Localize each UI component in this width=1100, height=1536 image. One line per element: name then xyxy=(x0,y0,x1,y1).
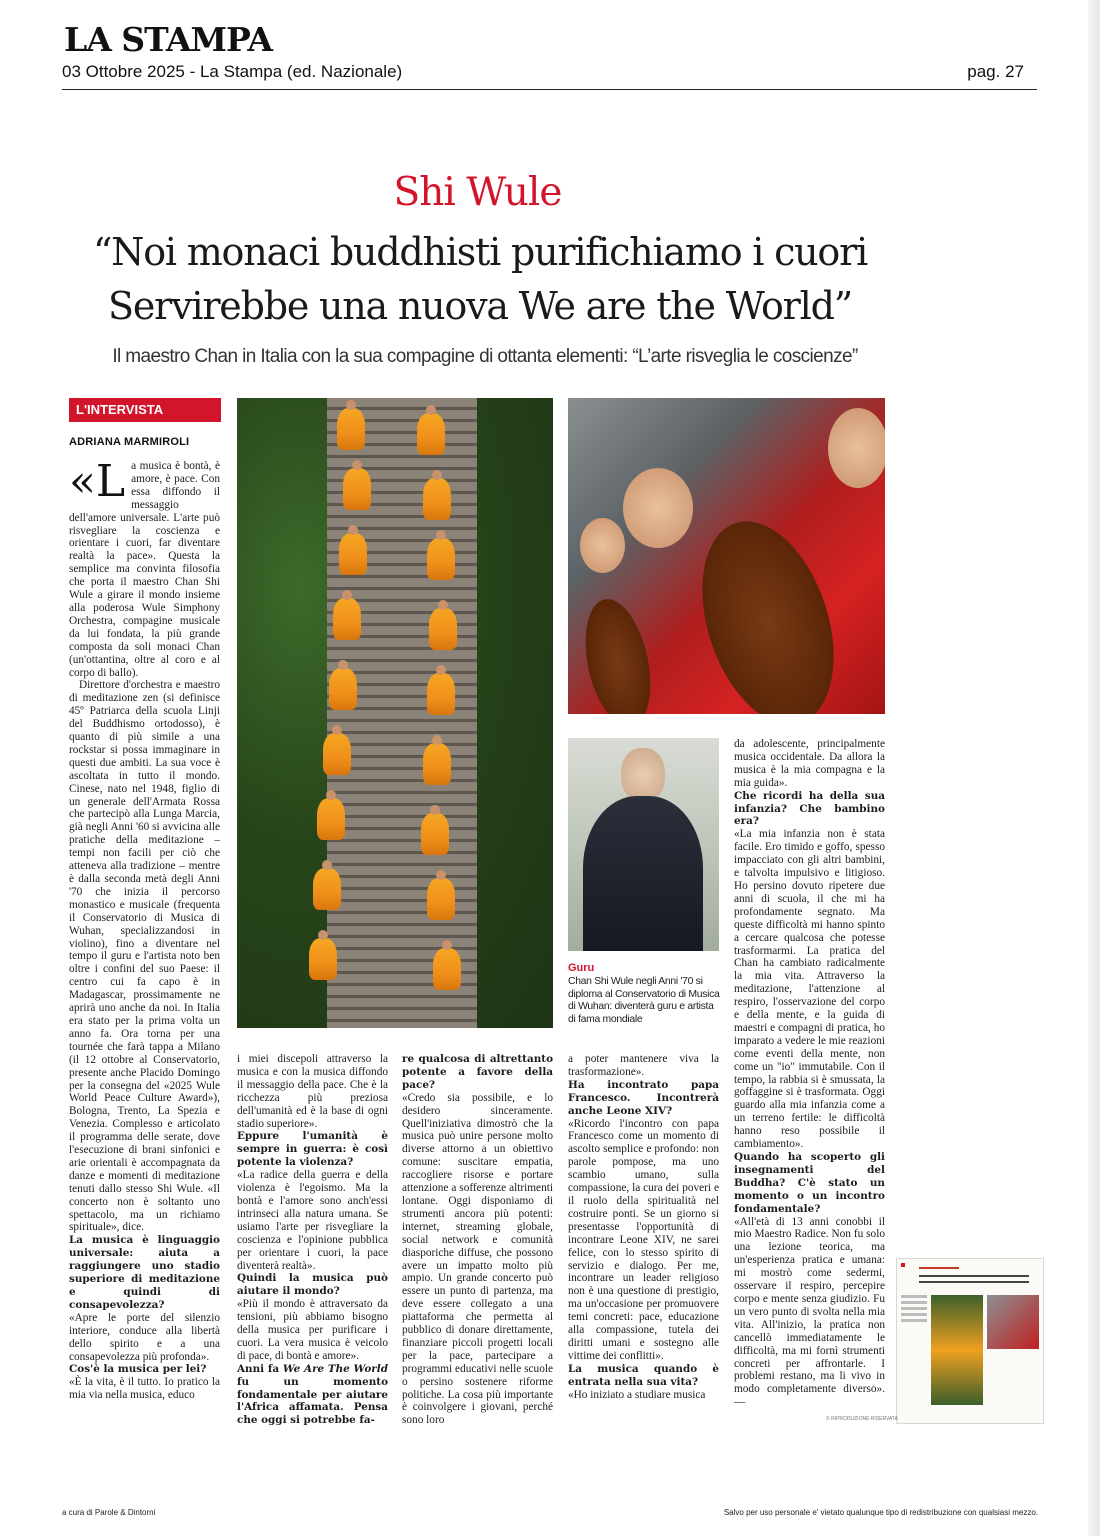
headline-line-1: “Noi monaci buddhisti purifichiamo i cuori xyxy=(92,230,868,274)
thumbnail-image xyxy=(931,1295,983,1405)
thumbnail-kicker xyxy=(919,1267,959,1269)
article-column-2 xyxy=(237,1053,388,1427)
article-subhead: Il maestro Chan in Italia con la sua compagine di ottanta elementi: “L’arte risveglia le coscienze” xyxy=(112,346,858,367)
section-tag: L'INTERVISTA xyxy=(69,398,221,422)
copyright-note: © RIPRODUZIONE RISERVATA xyxy=(826,1416,898,1422)
question: Ha incontrato papa Francesco. Incontrerà anche Leone XIV? xyxy=(568,1078,719,1117)
header-rule xyxy=(62,89,1037,90)
dateline: 03 Ottobre 2025 - La Stampa (ed. Nazionale) xyxy=(62,62,403,81)
answer: «La mia infanzia non è stata facile. Ero timido e goffo, spesso impacciato con gli altri bambini, e talvolta impulsivo e litigioso. Ho persino dovuto ripetere due anni di scuola, il che mi ha profondamente segnato. Ma queste difficoltà mi hanno spinto a cercare qualcosa che potesse trasformarmi. La pratica del Chan ha cambiato radicalmente la mia vita. Attraverso la meditazione, l'attenzione al respiro, l'osservazione del corpo e della mente, e la guida di maestri e compagni di pratica, ho imparato a vedere le mie reazioni come eventi della mente, non come un "io" immutabile. Con il tempo, la rabbia si è smussata, la goffaggine si è trasformata. Oggi guardo alla mia infanzia come a un terreno fertile: le difficoltà hanno reso possibile il cambiamento». xyxy=(734,828,885,1151)
master-robe xyxy=(583,796,703,951)
answer: «Apre le porte del silenzio interiore, conduce alla libertà dello spirito e a una consapevolezza più profonda». xyxy=(69,1311,220,1363)
monk-figure xyxy=(337,408,365,450)
question-part: Anni fa xyxy=(237,1362,280,1375)
song-title: We Are The World xyxy=(282,1362,388,1375)
thumbnail-text-line xyxy=(901,1319,927,1322)
body-paragraph: Direttore d'orchestra e maestro di meditazione zen (si definisce 45º Patriarca della scuola Linji del Buddhismo ortodosso), è quanto di più simile a una rockstar si possa immaginare in questi due ambiti. La sua voce è ascoltata in tutto il mondo. Cinese, nato nel 1948, figlio di un generale dell'Armata Rossa che partecipò alla Lunga Marcia, già negli Anni '60 si avvicina alle pratiche della meditazione – tempi non facili per ciò che atteneva alla tradizione – mentre è dalla seconda metà degli Anni '70 che inizia il percorso monastico e musicale (frequenta il Conservatorio di Musica di Wuhan, specializzandosi in violino), fino a diventare nel tempo il guru e l'artista noto ben oltre i confini del suo Paese: il centro cui fa capo è in Madagascar, prossimamente ne aprirà uno anche da noi. In Italia era stato per la prima volta un anno fa. Ora torna per una tournée che farà tappa a Milano (il 12 ottobre al Conservatorio, presente anche Placido Domingo per la consegna del «2025 Wule World Peace Culture Award»), Bologna, Trento, La Spezia e Venezia. Complesso e articolato il programma delle serate, dove l'esecuzione di brani sinfonici e arie orientali è accompagnata da danze e momenti di meditazione tenuti dallo stesso Shi Wule. «Il concerto non è soltanto uno spettacolo, ma un richiamo spirituale», dice. xyxy=(69,679,220,1234)
answer: «Più il mondo è attraversato da tensioni, più abbiamo bisogno della musica per purificare i cuori. La vera musica è veicolo di pace, di bontà e amore». xyxy=(237,1298,388,1362)
footer-credit: a cura di Parole & Dintorni xyxy=(62,1508,156,1517)
monk-head xyxy=(828,408,885,488)
photo-caption: Chan Shi Wule negli Anni '70 si diploma al Conservatorio di Musica di Wuhan: diventerà guru e artista di fama mondiale xyxy=(568,976,720,1025)
question: Quindi la musica può aiutare il mondo? xyxy=(237,1272,388,1298)
page-thumbnail xyxy=(896,1258,1044,1424)
byline: ADRIANA MARMIROLI xyxy=(69,436,190,448)
page-edge-shadow xyxy=(1088,0,1100,1536)
cello-body xyxy=(678,505,857,714)
master-head xyxy=(621,748,665,802)
monk-figure xyxy=(317,798,345,840)
lead-paragraph xyxy=(69,456,220,679)
monk-figure xyxy=(429,608,457,650)
monk-figure xyxy=(427,673,455,715)
answer: «All'età di 13 anni conobbi il mio Maestro Radice. Non fu solo una lezione teorica, ma un'esperienza pratica e umana: mi mostrò come sedermi, osservare il respiro, percepire corpo e mente senza giudizio. Fu un vero punto di svolta nella mia vita. All'inizio, la pratica non cancellò immediatamente le difficoltà, ma mi fornì strumenti concreti per affrontarle. I problemi restano, ma li vivo in modo completamente diverso». — xyxy=(734,1215,885,1409)
monk-figure xyxy=(313,868,341,910)
article-column-3 xyxy=(402,1053,553,1427)
dropcap: «L xyxy=(69,456,126,507)
article-column-1 xyxy=(69,456,220,1402)
monk-figure xyxy=(423,478,451,520)
answer: i miei discepoli attraverso la musica e con la musica diffondo il messaggio della pace. Che è la ricchezza più preziosa dell'umanità ed è la base di ogni stadio superiore». xyxy=(237,1053,388,1130)
page-number: pag. 27 xyxy=(967,62,1024,81)
thumbnail-headline xyxy=(919,1275,1029,1277)
photo-shi-wule-portrait xyxy=(568,738,719,951)
question: re qualcosa di altrettanto potente a favore della pace? xyxy=(402,1053,553,1091)
answer: «Ho iniziato a studiare musica xyxy=(568,1388,706,1401)
question: Quando ha scoperto gli insegnamenti del Buddha? C'è stato un momento o un incontro fondamentale? xyxy=(734,1151,885,1215)
question: La musica quando è entrata nella sua vita? xyxy=(568,1362,719,1388)
masthead-logo: LA STAMPA xyxy=(64,20,273,59)
article-headline xyxy=(70,225,890,333)
monk-figure xyxy=(427,878,455,920)
article-column-4 xyxy=(568,1053,719,1401)
monk-figure xyxy=(417,413,445,455)
question: Che ricordi ha della sua infanzia? Che bambino era? xyxy=(734,789,885,828)
monk-figure xyxy=(329,668,357,710)
thumbnail-image xyxy=(987,1295,1039,1349)
question-part: fu un momento fondamentale per aiutare l'Africa affamata. Pensa che oggi si potrebbe fa- xyxy=(237,1375,388,1427)
question: Cos'è la musica per lei? xyxy=(69,1363,207,1376)
answer: da adolescente, principalmente musica occidentale. Da allora la musica è la mia compagna e la mia guida». xyxy=(734,738,885,789)
cello-body xyxy=(575,593,661,714)
article-column-5 xyxy=(734,738,885,1409)
monk-figure xyxy=(343,468,371,510)
thumbnail-text-line xyxy=(901,1295,927,1298)
footer-disclaimer: Salvo per uso personale e' vietato qualunque tipo di redistribuzione con qualsiasi mezzo. xyxy=(723,1508,1038,1517)
lead-text: a musica è bontà, è amore, è pace. Con essa diffondo il messaggio dell'amore universale. L'arte può risvegliare la coscienza e orientare i cuori, far diventare realtà la pace». Questa la semplice ma convinta filosofia che porta il maestro Chan Shi Wule a girare il mondo insieme alla poderosa Wule Simphony Orchestra, compagine musicale da lui fondata, la più grande composta da soli monaci Chan (un'ottantina, oltre al coro e al corpo di ballo). xyxy=(69,460,220,679)
answer: «Ricordo l'incontro con papa Francesco come un momento di ascolto semplice e profondo: non parole pompose, ma uno scambio umano, sulla compassione, la cura dei poveri e il ruolo della spiritualità nel costruire ponti. Se un giorno si presentasse l'opportunità di incontrare Leone XIV, ne sarei felice, con lo stesso spirito di servizio e dialogo. Per me, incontrare un leader religioso non è una questione di prestigio, ma un'occasione per promuovere temi concreti: pace, educazione alla compassione, tutela dei diritti umani e sostegno alle vittime dei conflitti». xyxy=(568,1117,719,1362)
answer: «La radice della guerra e della violenza è l'egoismo. Ma la bontà e l'amore sono anch'essi intrinseci alla natura umana. Se usiamo l'arte per risvegliare la coscienza e l'opinione pubblica per orientare i cuori, la pace diventerà realtà». xyxy=(237,1169,388,1272)
monk-figure xyxy=(423,743,451,785)
photo-caption-title: Guru xyxy=(568,962,595,974)
monk-head xyxy=(580,518,625,573)
answer: «È la vita, è il tutto. Io pratico la mia via nella musica, educo xyxy=(69,1376,220,1402)
monk-figure xyxy=(309,938,337,980)
answer: «Credo sia possibile, e lo desidero sinceramente. Quell'iniziativa dimostrò che la musica può unire persone molto diverse attorno a un obiettivo comune: suscitare empatia, raccogliere risorse e portare attenzione a sofferenze altrimenti lontane. Oggi disponiamo di strumenti ancora più potenti: internet, streaming globale, social network e comunità diasporiche diffuse, che possono avere un impatto molto più ampio. Un grande concerto può essere un punto di partenza, ma deve essere collegato a una piattaforma che permetta al pubblico di donare direttamente, finanziare piccoli progetti locali per la pace, partecipare a programmi educativi nelle scuole o persino sostenere riforme politiche. La cosa più importante è coinvolgere i giovani, perché sono loro xyxy=(402,1091,553,1427)
monk-figure xyxy=(427,538,455,580)
thumbnail-text-line xyxy=(901,1307,927,1310)
thumbnail-headline xyxy=(919,1281,1029,1283)
thumbnail-text-line xyxy=(901,1301,927,1304)
thumbnail-mark xyxy=(901,1263,905,1267)
monk-figure xyxy=(433,948,461,990)
photo-monks-on-stairs xyxy=(237,398,553,1028)
question: La musica è linguaggio universale: aiuta a raggiungere uno stadio superiore di meditazione e quindi di consapevolezza? xyxy=(69,1234,220,1311)
question xyxy=(237,1363,388,1428)
headline-line-2: Servirebbe una nuova We are the World” xyxy=(108,284,852,328)
monk-figure xyxy=(421,813,449,855)
answer: a poter mantenere viva la trasformazione». xyxy=(568,1053,719,1078)
article-kicker: Shi Wule xyxy=(393,170,562,215)
photo-monk-cellists xyxy=(568,398,885,714)
monk-figure xyxy=(333,598,361,640)
monk-figure xyxy=(323,733,351,775)
question: Eppure l'umanità è sempre in guerra: è così potente la violenza? xyxy=(237,1130,388,1169)
monk-figure xyxy=(339,533,367,575)
monk-head xyxy=(623,468,693,548)
thumbnail-text-line xyxy=(901,1313,927,1316)
